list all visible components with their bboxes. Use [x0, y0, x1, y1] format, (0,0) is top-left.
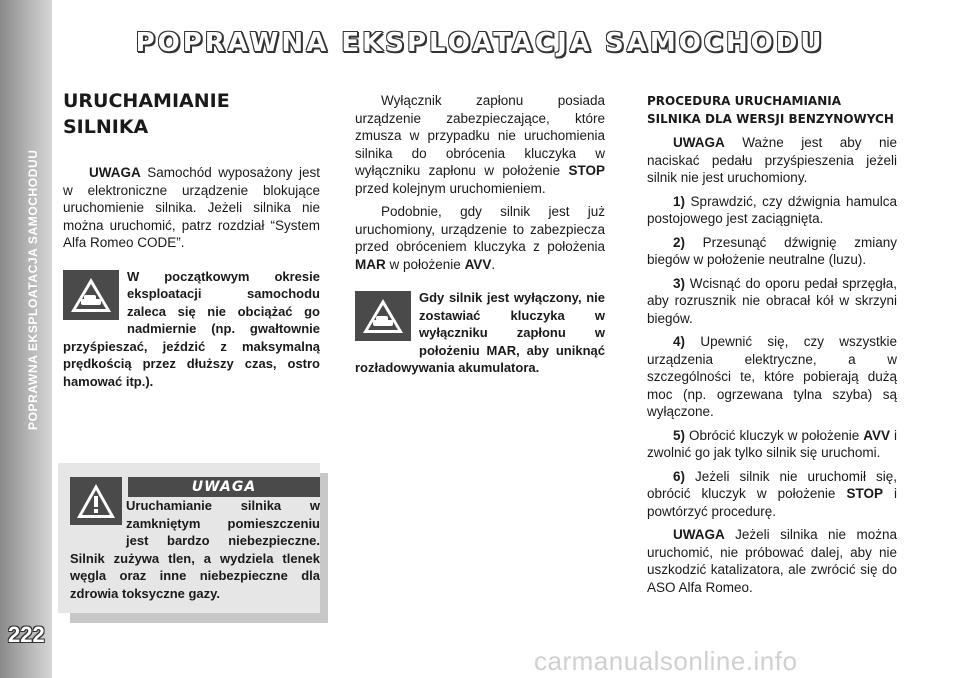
step-text: Wcisnąć do oporu pedał sprzęgła, aby rozrusznik nie obracał kół w skrzyni biegów. — [647, 275, 897, 326]
note-text: Jeżeli silnika nie można uruchomić, nie próbować dalej, aby nie uszkodzić katalizatora, ale zwrócić się do ASO Alfa Romeo. — [647, 527, 897, 595]
procedure-heading: PROCEDURA URUCHAMIANIA SILNIKA DLA WERSJI BENZYNOWYCH — [647, 94, 894, 126]
car-warning-icon — [355, 291, 411, 341]
note-paragraph — [63, 164, 320, 252]
key-position-stop: STOP — [846, 486, 883, 501]
step-number: 3) — [673, 275, 686, 291]
danger-label: UWAGA — [128, 477, 320, 497]
step-4 — [647, 333, 897, 421]
column-left — [63, 88, 320, 390]
section-label: POPRAWNA EKSPLOATACJA SAMOCHODUU — [26, 149, 40, 430]
final-note — [647, 526, 897, 596]
step-6 — [647, 468, 897, 521]
step-1 — [647, 193, 897, 228]
paragraph-running — [355, 203, 605, 273]
step-text: Sprawdzić, czy dźwignia hamulca postojowego jest zaciągnięta. — [647, 193, 897, 226]
column-middle — [355, 92, 605, 377]
step-text: Przesunąć dźwignię zmiany biegów w położenie neutralne (luzu). — [647, 234, 897, 267]
note-text: Samochód wyposażony jest w elektroniczne urządzenie blokujące uruchomienie silnika. Jeżeli silnika nie można uruchomić, patrz rozdział “System Alfa Romeo CODE”. — [63, 165, 320, 250]
page-title: POPRAWNA EKSPLOATACJA SAMOCHODU — [135, 28, 825, 58]
note-text: Ważne jest aby nie naciskać pedału przyśpieszenia jeżeli silnik nie jest uruchomiony. — [647, 135, 897, 185]
step-text: Obrócić kluczyk w położenie — [685, 427, 864, 443]
danger-text: Uruchamianie silnika w zamkniętym pomieszczeniu jest bardzo niebezpieczne. Silnik zużywa tlen, a wydziela tlenek węgla oraz inne niebezpieczne dla zdrowia toksyczne gazy. — [70, 498, 320, 601]
danger-panel — [58, 463, 320, 613]
watermark: carmanualsonline.info — [534, 646, 798, 676]
step-3 — [647, 275, 897, 328]
page-number: 222 — [8, 622, 45, 647]
step-number: 1) — [673, 193, 686, 209]
step-number: 5) — [673, 427, 686, 443]
sidebar — [0, 0, 52, 678]
note-label: UWAGA — [673, 135, 725, 150]
text-fragment: . — [491, 256, 496, 272]
caution-block — [63, 268, 320, 391]
key-position-avv: AVV — [863, 427, 891, 443]
step-text: i zwolnić go jak tylko silnik się uruchomi. — [647, 427, 897, 460]
step-text: i powtórzyć procedurę. — [647, 486, 897, 519]
key-position-mar: MAR — [355, 256, 386, 272]
caution-text: Gdy silnik jest wyłączony, nie zostawiać kluczyka w wyłączniku zapłonu w położeniu MAR, aby uniknąć rozładowywania akumulatora. — [355, 290, 605, 375]
key-position-stop: STOP — [568, 163, 605, 178]
step-2 — [647, 234, 897, 269]
text-fragment: przed kolejnym uruchomieniem. — [355, 180, 546, 196]
paragraph-ignition — [355, 92, 605, 197]
step-text: Jeżeli silnik nie uruchomił się, obrócić kluczyk w położenie — [647, 468, 897, 501]
danger-box — [58, 463, 328, 623]
section-heading: URUCHAMIANIE SILNIKA — [63, 90, 230, 138]
note-label: UWAGA — [89, 165, 141, 180]
text-fragment: w położenie — [385, 256, 465, 272]
car-warning-icon — [63, 270, 119, 320]
caution-text: W początkowym okresie eksploatacji samochodu zaleca się nie obciążać go nadmiernie (np. gwałtownie przyśpieszać, jeździć z maksymalną prędkością przez dłuższy czas, ostro hamować itp.). — [63, 268, 320, 389]
step-number: 6) — [673, 468, 686, 484]
note-label: UWAGA — [673, 527, 725, 542]
step-text: Upewnić się, czy wszystkie urządzenia elektryczne, a w szczególności te, które pobierają dużą moc (np. ogrzewana tylna szyba) są wyłączone. — [647, 334, 897, 419]
note-paragraph — [647, 134, 897, 187]
text-fragment: Wyłącznik zapłonu posiada urządzenie zabezpieczające, które zmusza w przypadku nie uruchomienia silnika do obrócenia kluczyka w wyłączniku zapłonu w położenie — [355, 93, 605, 178]
text-fragment: Podobnie, gdy silnik jest już uruchomiony, urządzenie to zabezpiecza przed obróceniem kluczyka z położenia — [355, 204, 605, 254]
danger-text-wrap — [70, 497, 320, 602]
key-position-avv: AVV — [464, 256, 492, 272]
step-number: 4) — [673, 334, 686, 349]
step-number: 2) — [673, 234, 686, 250]
column-right — [647, 92, 897, 602]
step-5 — [647, 427, 897, 462]
caution-block — [355, 289, 605, 377]
